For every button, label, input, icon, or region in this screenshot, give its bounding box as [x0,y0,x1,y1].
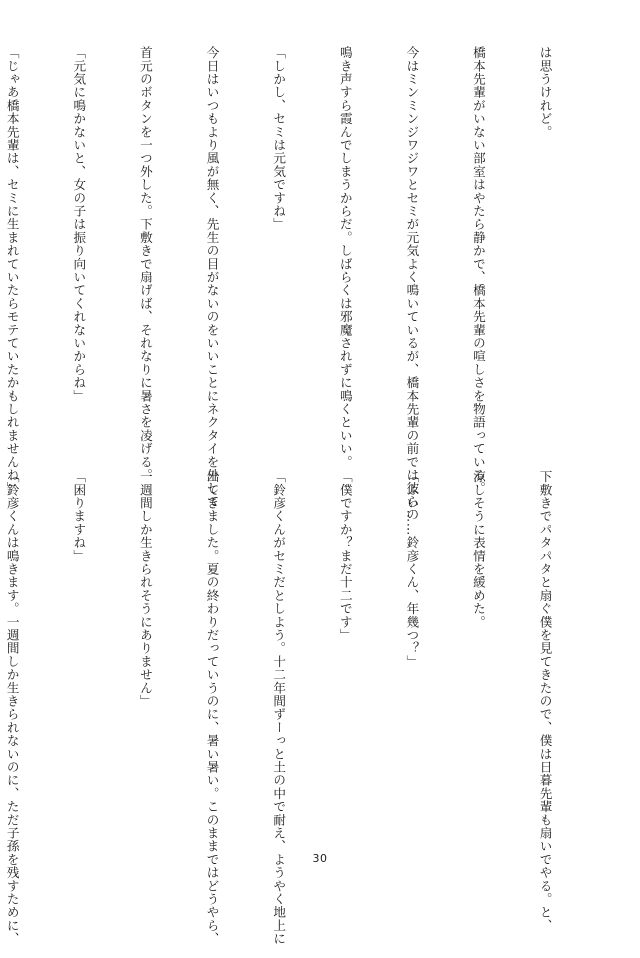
text-line: 「しかし、セミは元気ですね」 [271,46,287,231]
text-line: 下敷きでパタパタと扇ぐ僕を見てきたので、僕は日暮先輩も扇いでやる。と、 [537,470,553,932]
text-line: 「じゃあ橋本先輩は、セミに生まれていたらモテていたかもしれませんね」 [4,46,20,495]
text-line: 橋本先輩がいない部室はやたら静かで、橋本先輩の喧しさを物語っている。 [470,46,486,495]
page-number: 30 [312,852,328,865]
text-line: 「鈴彦くんがセミだとしよう。十二年間ずーっと土の中で耐え、ようやく地上に [271,470,287,946]
text-line: は思うけれど。 [537,46,553,139]
text-line: 今日はいつもより風が無く、先生の目がないのをいいことにネクタイを外して [204,46,220,508]
text-line: 「ふい……鈴彦くん、年幾つ？」 [404,470,420,668]
text-line: 首元のボタンを一つ外した。下敷きで扇げば、それなりに暑さを凌げる。 [137,46,153,482]
text-line: 「困りますね」 [71,470,87,563]
text-line: 涼しそうに表情を緩めた。 [470,470,486,629]
text-line: 今はミンミンジワジワとセミが元気よく鳴いているが、橋本先輩の前では彼らの [404,46,420,522]
text-line: 「元気に鳴かないと、女の子は振り向いてくれないからね」 [71,46,87,403]
text-line: 「僕ですか？まだ十二です」 [337,470,353,642]
text-line: 「鈴彦くんは鳴きます。一週間しか生きられないのに、ただ子孫を残すために、 [4,470,20,946]
text-line: 一週間しか生きられそうにありません」 [137,470,153,708]
text-line: 鳴き声すら霞んでしまうからだ。しばらくは邪魔されずに鳴くといい。 [337,46,353,469]
text-line: 出てきました。夏の終わりだっていうのに、暑い暑い。このままではどうやら、 [204,470,220,946]
